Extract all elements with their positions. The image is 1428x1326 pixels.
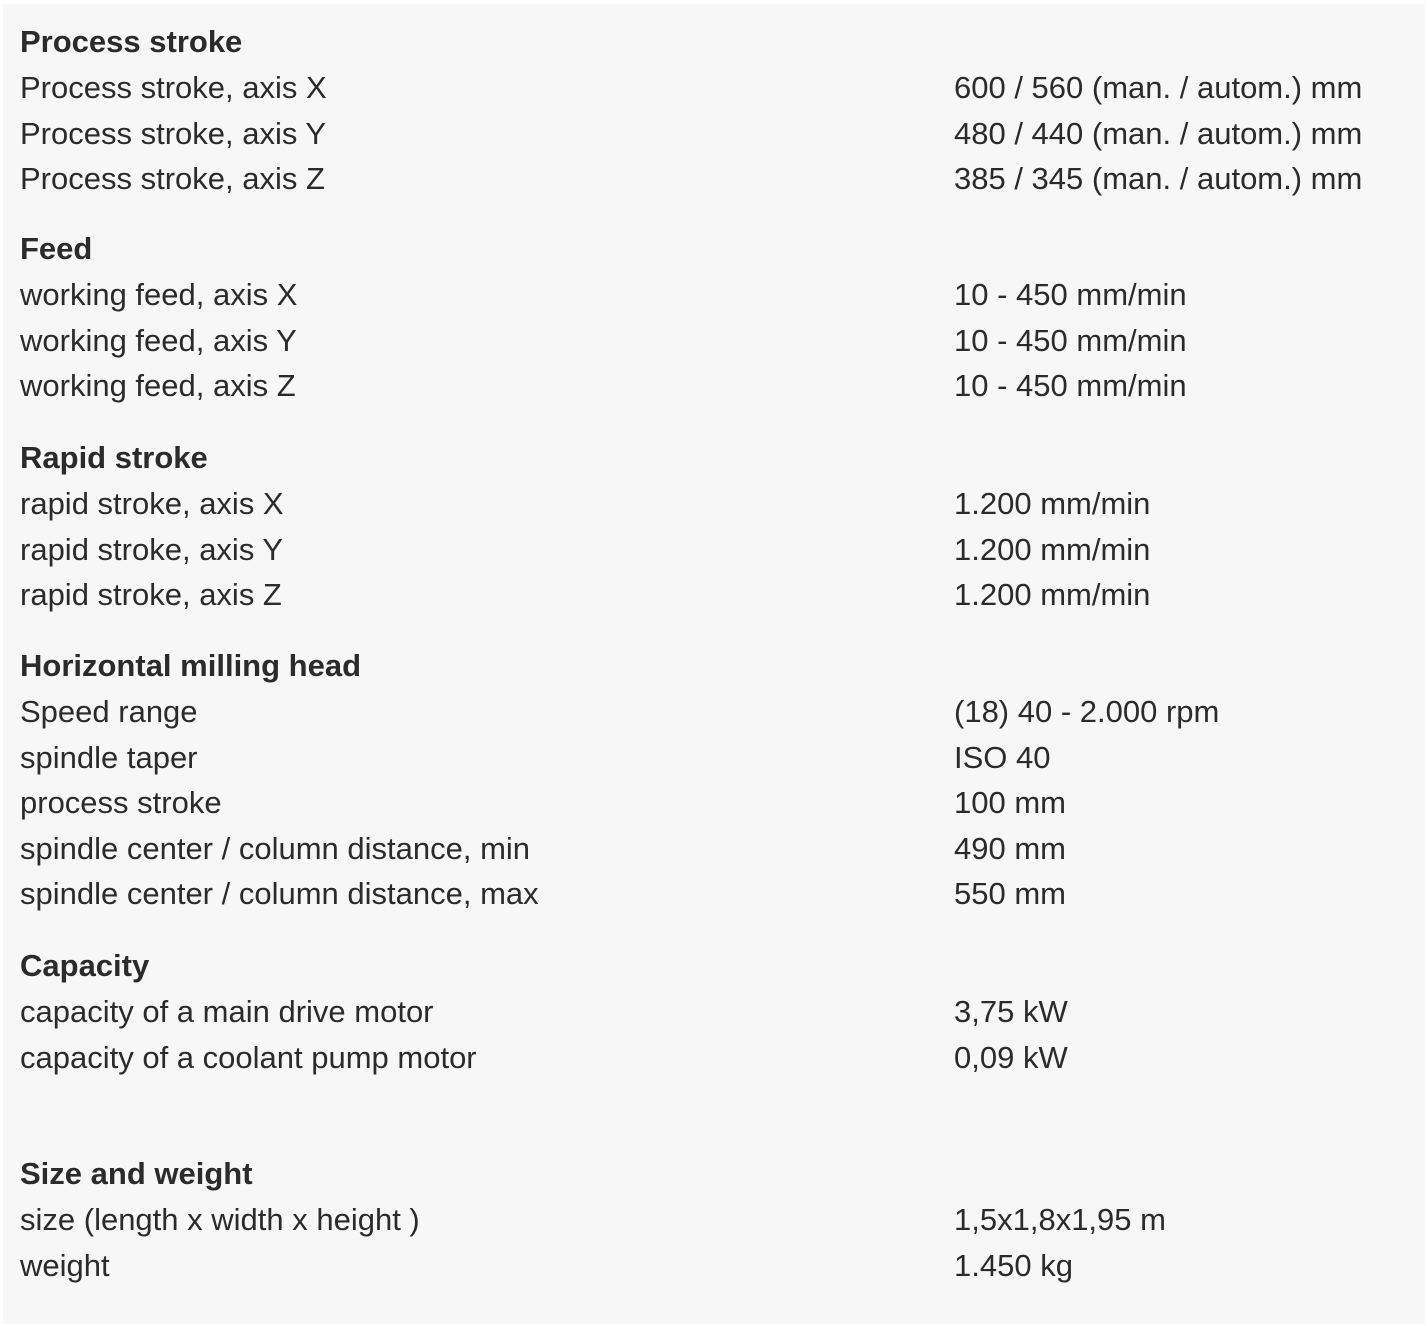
spec-label: capacity of a main drive motor [20,994,434,1029]
spec-row [20,318,1420,364]
section-horizontal-milling-head [20,643,1420,917]
spec-row [20,363,1420,409]
spec-label: rapid stroke, axis Y [20,531,284,567]
spec-value: 100 mm [954,785,1066,820]
section-feed [20,226,1420,409]
spec-label: rapid stroke, axis X [20,486,284,521]
spec-value: 600 / 560 (man. / autom.) mm [954,70,1363,105]
spec-label: working feed, axis X [20,277,298,312]
spec-value: 1.200 mm/min [954,577,1151,612]
spec-row [20,989,1420,1035]
spec-label: working feed, axis Y [20,322,297,358]
spec-value: 1,5x1,8x1,95 m [954,1202,1166,1237]
spec-label: weight [20,1247,110,1283]
spec-value: (18) 40 - 2.000 rpm [954,694,1220,729]
spec-label: Speed range [20,694,198,729]
spec-label: capacity of a coolant pump motor [20,1039,477,1075]
spec-label: spindle taper [20,739,198,775]
section-heading: Capacity [20,948,150,983]
spec-row [20,1035,1420,1081]
section-heading: Horizontal milling head [20,648,362,683]
spec-label: size (length x width x height ) [20,1202,420,1237]
spec-row [20,272,1420,318]
spec-label: spindle center / column distance, max [20,876,539,911]
spec-value: ISO 40 [954,739,1051,775]
spec-row [20,156,1420,202]
section-heading: Rapid stroke [20,440,208,475]
section-process-stroke [20,19,1420,202]
spec-value: 385 / 345 (man. / autom.) mm [954,161,1363,196]
spec-row [20,1243,1420,1289]
spec-row [20,780,1420,826]
spec-row [20,826,1420,872]
section-rapid-stroke [20,435,1420,618]
section-size-and-weight [20,1151,1420,1288]
section-heading: Process stroke [20,24,243,59]
spec-row [20,871,1420,917]
spec-value: 10 - 450 mm/min [954,322,1187,358]
spec-panel [3,4,1425,1324]
spec-row [20,572,1420,618]
spec-label: process stroke [20,785,222,820]
section-capacity [20,943,1420,1080]
spec-label: Process stroke, axis X [20,70,327,105]
spec-value: 550 mm [954,876,1066,911]
spec-value: 490 mm [954,830,1066,866]
spec-row [20,481,1420,527]
spec-row [20,65,1420,111]
spec-value: 3,75 kW [954,994,1068,1029]
spec-row [20,1197,1420,1243]
spec-value: 1.200 mm/min [954,531,1151,567]
section-heading: Feed [20,231,93,266]
spec-value: 1.450 kg [954,1247,1073,1283]
spec-value: 480 / 440 (man. / autom.) mm [954,115,1363,151]
spec-row [20,735,1420,781]
spec-row [20,111,1420,157]
spec-value: 1.200 mm/min [954,486,1151,521]
section-heading: Size and weight [20,1156,253,1191]
spec-label: working feed, axis Z [20,368,296,403]
spec-row [20,527,1420,573]
spec-value: 10 - 450 mm/min [954,277,1187,312]
spec-value: 0,09 kW [954,1039,1068,1075]
spec-label: Process stroke, axis Y [20,115,327,151]
spec-label: spindle center / column distance, min [20,830,531,866]
spec-label: Process stroke, axis Z [20,161,325,196]
spec-value: 10 - 450 mm/min [954,368,1187,403]
spec-label: rapid stroke, axis Z [20,577,282,612]
spec-row [20,689,1420,735]
